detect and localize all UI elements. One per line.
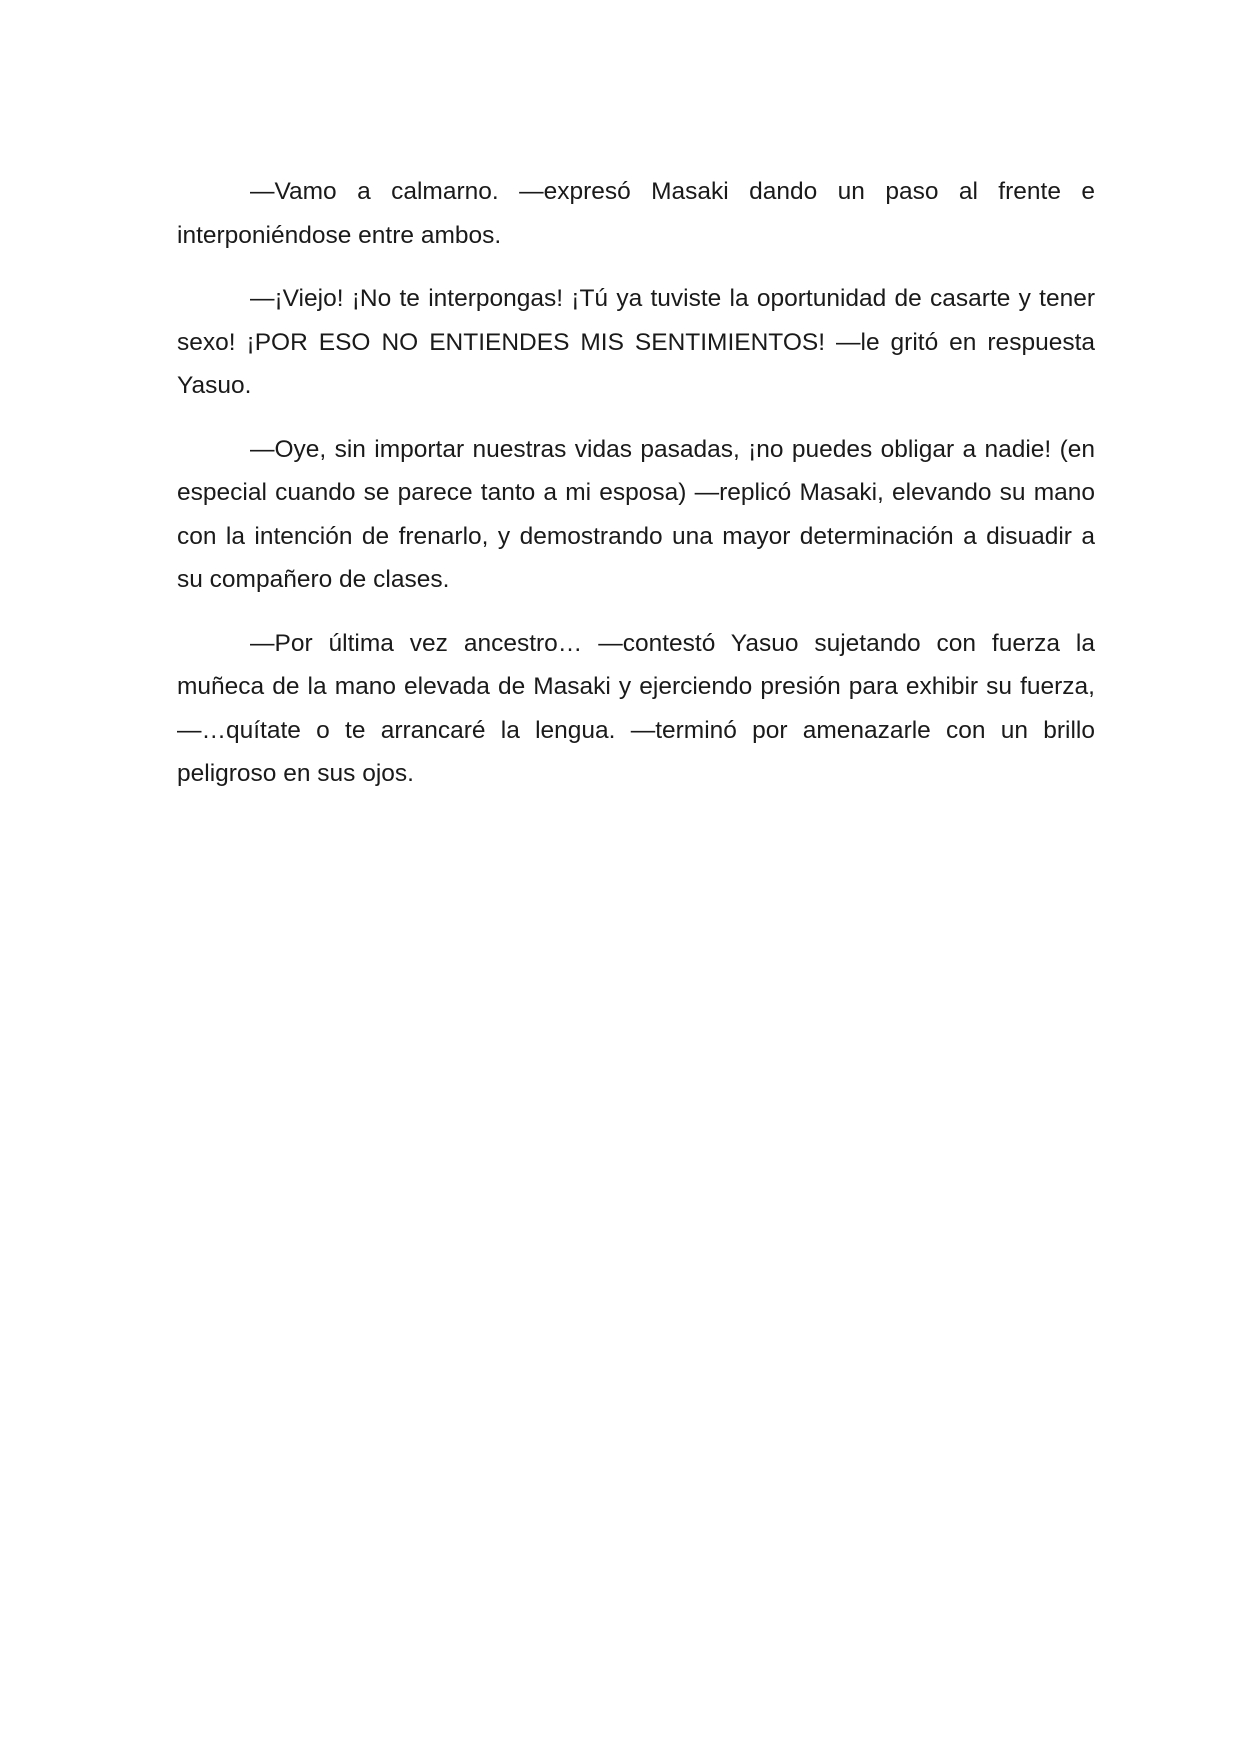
paragraph: —¡Viejo! ¡No te interpongas! ¡Tú ya tuviste la oportunidad de casarte y tener sexo! ¡POR ESO NO ENTIENDES MIS SENTIMIENTOS! —le gritó en respuesta Yasuo. xyxy=(177,285,1095,399)
paragraph: —Por última vez ancestro… —contestó Yasuo sujetando con fuerza la muñeca de la mano elevada de Masaki y ejerciendo presión para exhibir su fuerza, —…quítate o te arrancaré la lengua. —terminó por amenazarle con un brillo peligroso en sus ojos. xyxy=(177,629,1095,787)
paragraph: —Oye, sin importar nuestras vidas pasadas, ¡no puedes obligar a nadie! (en especial cuando se parece tanto a mi esposa) —replicó Masaki, elevando su mano con la intención de frenarlo, y demostrando una mayor determinación a disuadir a su compañero de clases. xyxy=(177,435,1095,593)
document-body xyxy=(177,170,1095,816)
paragraph: —Vamo a calmarno. —expresó Masaki dando un paso al frente e interponiéndose entre ambos. xyxy=(177,178,1095,249)
